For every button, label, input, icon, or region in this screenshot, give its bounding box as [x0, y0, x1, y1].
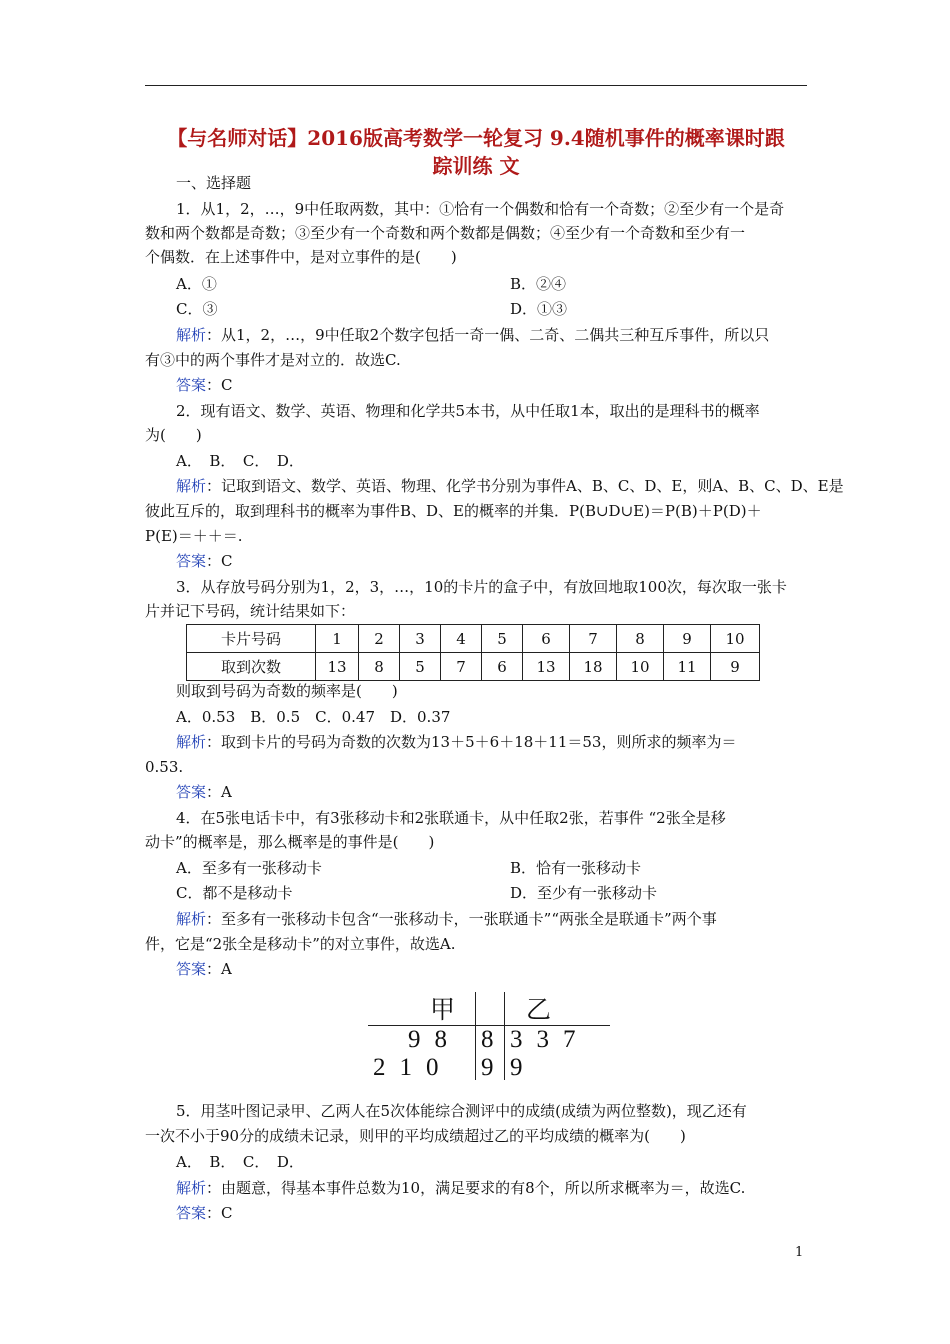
stem-leaf-row-1-left: 98 [408, 1026, 461, 1053]
q1-stem-line-3: 个偶数．在上述事件中，是对立事件的是( ) [145, 248, 457, 266]
q1-option-c: C．③ [176, 300, 218, 318]
q2-solution-line-2: 彼此互斥的，取到理科书的概率为事件B、D、E的概率的并集．P(B∪D∪E)＝P(B)＋P(D)＋ [145, 502, 762, 520]
q4-option-d: D．至少有一张移动卡 [510, 884, 658, 902]
q5-stem-line-2: 一次不小于90分的成绩未记录，则甲的平均成绩超过乙的平均成绩的概率为( ) [145, 1127, 686, 1145]
table-cell: 13 [523, 653, 570, 681]
q4-stem-line-1: 4．在5张电话卡中，有3张移动卡和2张联通卡，从中任取2张，若事件 “2张全是移 [176, 809, 726, 827]
q3-stem-line-1: 3．从存放号码分别为1，2，3，…，10的卡片的盒子中，有放回地取100次，每次取一张卡 [176, 578, 787, 596]
table-cell: 7 [570, 625, 617, 653]
q1-option-d: D．①③ [510, 300, 568, 318]
q3-stem-line-2: 片并记下号码，统计结果如下： [145, 602, 356, 620]
header-rule [145, 85, 807, 86]
q2-answer: 答案：C [176, 552, 233, 570]
q1-stem-line-1: 1．从1，2，…，9中任取两数，其中：①恰有一个偶数和恰有一个奇数；②至少有一个是奇 [176, 200, 785, 218]
table-cell: 13 [316, 653, 359, 681]
page-number: 1 [795, 1245, 804, 1260]
q1-solution-line-2: 有③中的两个事件才是对立的．故选C. [145, 351, 401, 369]
q1-stem-line-2: 数和两个数都是奇数；③至少有一个奇数和两个数都是偶数；④至少有一个奇数和至少有一 [145, 224, 746, 242]
q5-solution-line-1: 解析：由题意，得基本事件总数为10，满足要求的有8个，所以所求概率为＝，故选C. [176, 1179, 746, 1197]
table-row [187, 625, 760, 653]
table-cell: 8 [359, 653, 400, 681]
stem-leaf-plot [368, 990, 613, 1090]
q2-options: A． B． C． D． [176, 452, 304, 470]
answer-label: 答案 [176, 552, 207, 570]
table-cell: 1 [316, 625, 359, 653]
q3-answer: 答案：A [176, 783, 232, 801]
table-row [187, 653, 760, 681]
table-cell: 5 [482, 625, 523, 653]
stem-leaf-header-right: 乙 [526, 997, 552, 1024]
table-cell: 9 [664, 625, 711, 653]
frequency-table [186, 624, 760, 681]
solution-label: 解析 [176, 477, 207, 495]
q3-stem-line-3: 则取到号码为奇数的频率是( ) [176, 682, 398, 700]
title-line-2: 踪训练 文 [432, 154, 520, 178]
q1-answer: 答案：C [176, 376, 233, 394]
table-cell: 9 [711, 653, 760, 681]
q3-solution-line-1: 解析：取到卡片的号码为奇数的次数为13＋5＋6＋18＋11＝53，则所求的频率为＝ [176, 733, 737, 751]
q2-stem-line-2: 为( ) [145, 426, 202, 444]
q1-solution-line-1: 解析：从1，2，…，9中任取2个数字包括一奇一偶、二奇、二偶共三种互斥事件，所以只 [176, 326, 770, 344]
section-heading: 一、选择题 [176, 174, 252, 192]
q5-answer: 答案：C [176, 1204, 233, 1222]
table-cell: 5 [400, 653, 441, 681]
q4-option-a: A．至多有一张移动卡 [176, 859, 322, 877]
solution-label: 解析 [176, 733, 207, 751]
table-cell: 2 [359, 625, 400, 653]
q4-answer: 答案：A [176, 960, 232, 978]
q5-stem-line-1: 5．用茎叶图记录甲、乙两人在5次体能综合测评中的成绩(成绩为两位整数)，现乙还有 [176, 1102, 747, 1120]
q4-option-b: B．恰有一张移动卡 [510, 859, 642, 877]
q1-option-b: B．②④ [510, 275, 567, 293]
table-cell: 6 [523, 625, 570, 653]
stem-leaf-row-1-stem: 8 [481, 1026, 508, 1053]
table-header-cell: 卡片号码 [187, 625, 316, 653]
stem-leaf-row-2-left: 210 [373, 1054, 453, 1081]
table-cell: 10 [711, 625, 760, 653]
stem-leaf-left-divider [475, 992, 476, 1080]
table-cell: 8 [617, 625, 664, 653]
q5-options: A． B． C． D． [176, 1153, 304, 1171]
stem-leaf-header-left: 甲 [430, 997, 456, 1024]
table-cell: 11 [664, 653, 711, 681]
title-line-1: 【与名师对话】2016版高考数学一轮复习 9.4随机事件的概率课时跟 [167, 126, 785, 150]
q4-option-c: C．都不是移动卡 [176, 884, 293, 902]
q2-solution-line-3: P(E)＝＋＋＝. [145, 527, 243, 545]
answer-label: 答案 [176, 960, 207, 978]
table-cell: 4 [441, 625, 482, 653]
q2-solution-line-1: 解析：记取到语文、数学、英语、物理、化学书分别为事件A、B、C、D、E，则A、B、C、D、E是 [176, 477, 844, 495]
stem-leaf-row-2-right: 9 [510, 1054, 537, 1081]
q1-option-a: A．① [176, 275, 217, 293]
answer-label: 答案 [176, 783, 207, 801]
answer-label: 答案 [176, 1204, 207, 1222]
solution-label: 解析 [176, 1179, 207, 1197]
table-cell: 18 [570, 653, 617, 681]
table-cell: 10 [617, 653, 664, 681]
table-cell: 3 [400, 625, 441, 653]
stem-leaf-row-1-right: 337 [510, 1026, 590, 1053]
q3-options: A．0.53 B．0.5 C．0.47 D．0.37 [176, 708, 451, 726]
q2-stem-line-1: 2．现有语文、数学、英语、物理和化学共5本书，从中任取1本，取出的是理科书的概率 [176, 402, 760, 420]
table-cell: 7 [441, 653, 482, 681]
solution-label: 解析 [176, 910, 207, 928]
table-header-cell: 取到次数 [187, 653, 316, 681]
answer-label: 答案 [176, 376, 207, 394]
table-cell: 6 [482, 653, 523, 681]
stem-leaf-row-2-stem: 9 [481, 1054, 508, 1081]
q4-solution-line-1: 解析：至多有一张移动卡包含“一张移动卡，一张联通卡”“两张全是联通卡”两个事 [176, 910, 717, 928]
solution-label: 解析 [176, 326, 207, 344]
q4-stem-line-2: 动卡”的概率是，那么概率是的事件是( ) [145, 833, 435, 851]
q4-solution-line-2: 件，它是“2张全是移动卡”的对立事件，故选A. [145, 935, 456, 953]
q3-solution-line-2: 0.53. [145, 758, 184, 776]
